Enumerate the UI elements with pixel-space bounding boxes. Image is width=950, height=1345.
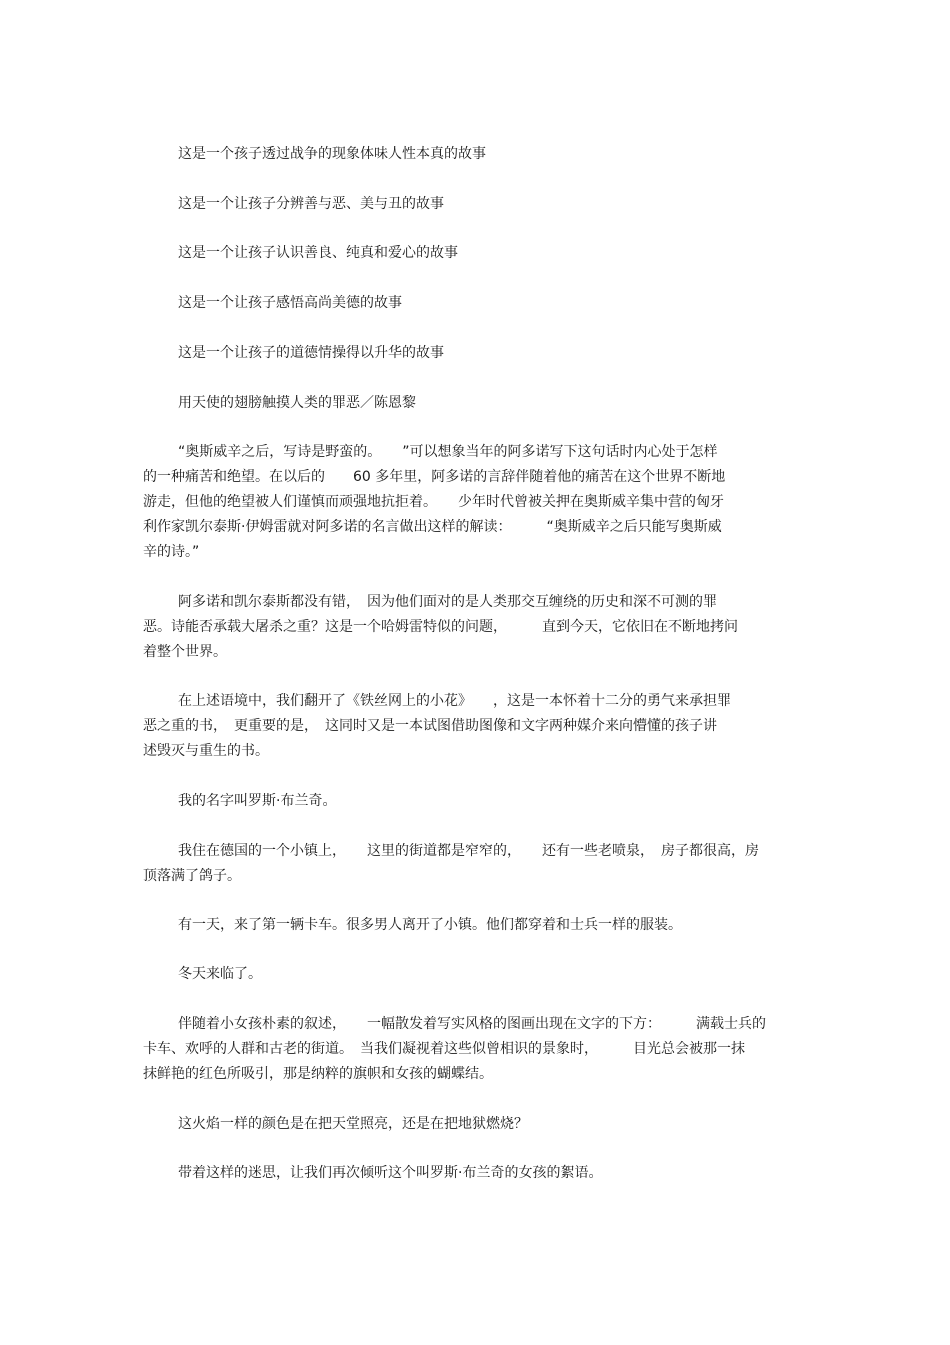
text-line: 恶。诗能否承载大屠杀之重？这是一个哈姆雷特似的问题， 直到今天，它依旧在不断地拷问 — [143, 619, 738, 635]
text-line: 这火焰一样的颜色是在把天堂照亮，还是在把地狱燃烧？ — [178, 1116, 528, 1132]
text-line: 有一天，来了第一辆卡车。很多男人离开了小镇。他们都穿着和士兵一样的服装。 — [178, 917, 682, 933]
text-line: 卡车、欢呼的人群和古老的街道。 当我们凝视着这些似曾相识的景象时， 目光总会被那一抹 — [143, 1041, 745, 1057]
text-line: 阿多诺和凯尔泰斯都没有错， 因为他们面对的是人类那交互缠绕的历史和深不可测的罪 — [178, 594, 717, 610]
section-heading: 用天使的翅膀触摸人类的罪恶／陈恩黎 — [178, 395, 416, 411]
text-line: 游走，但他的绝望被人们谨慎而顽强地抗拒着。 少年时代曾被关押在奥斯威辛集中营的匈牙 — [143, 494, 724, 510]
text-line: 着整个世界。 — [143, 644, 227, 660]
text-line: 这是一个让孩子分辨善与恶、美与丑的故事 — [178, 196, 444, 212]
text-line: 这是一个孩子透过战争的现象体味人性本真的故事 — [178, 146, 486, 162]
text-line: 在上述语境中，我们翻开了《铁丝网上的小花》 ，这是一本怀着十二分的勇气来承担罪 — [178, 693, 731, 709]
text-line: 伴随着小女孩朴素的叙述， 一幅散发着写实风格的图画出现在文字的下方： 满载士兵的 — [178, 1016, 766, 1032]
text-line: 抹鲜艳的红色所吸引，那是纳粹的旗帜和女孩的蝴蝶结。 — [143, 1066, 493, 1082]
text-line: 顶落满了鸽子。 — [143, 868, 241, 884]
text-line: 我的名字叫罗斯·布兰奇。 — [178, 793, 337, 809]
text-line: 的一种痛苦和绝望。在以后的 60 多年里，阿多诺的言辞伴随着他的痛苦在这个世界不断地 — [143, 469, 726, 485]
text-line: 述毁灭与重生的书。 — [143, 743, 269, 759]
text-line: 辛的诗。” — [143, 544, 200, 560]
text-line: 我住在德国的一个小镇上， 这里的街道都是窄窄的， 还有一些老喷泉， 房子都很高，房 — [178, 843, 759, 859]
text-line: 这是一个让孩子感悟高尚美德的故事 — [178, 295, 402, 311]
text-line: 这是一个让孩子认识善良、纯真和爱心的故事 — [178, 245, 458, 261]
text-line: 带着这样的迷思，让我们再次倾听这个叫罗斯·布兰奇的女孩的絮语。 — [178, 1165, 603, 1181]
text-line: “奥斯威辛之后，写诗是野蛮的。 ”可以想象当年的阿多诺写下这句话时内心处于怎样 — [178, 444, 718, 460]
text-line: 利作家凯尔泰斯·伊姆雷就对阿多诺的名言做出这样的解读： “奥斯威辛之后只能写奥斯威 — [143, 519, 722, 535]
text-line: 这是一个让孩子的道德情操得以升华的故事 — [178, 345, 444, 361]
text-line: 恶之重的书， 更重要的是， 这同时又是一本试图借助图像和文字两种媒介来向懵懂的孩子讲 — [143, 718, 717, 734]
text-line: 冬天来临了。 — [178, 966, 262, 982]
